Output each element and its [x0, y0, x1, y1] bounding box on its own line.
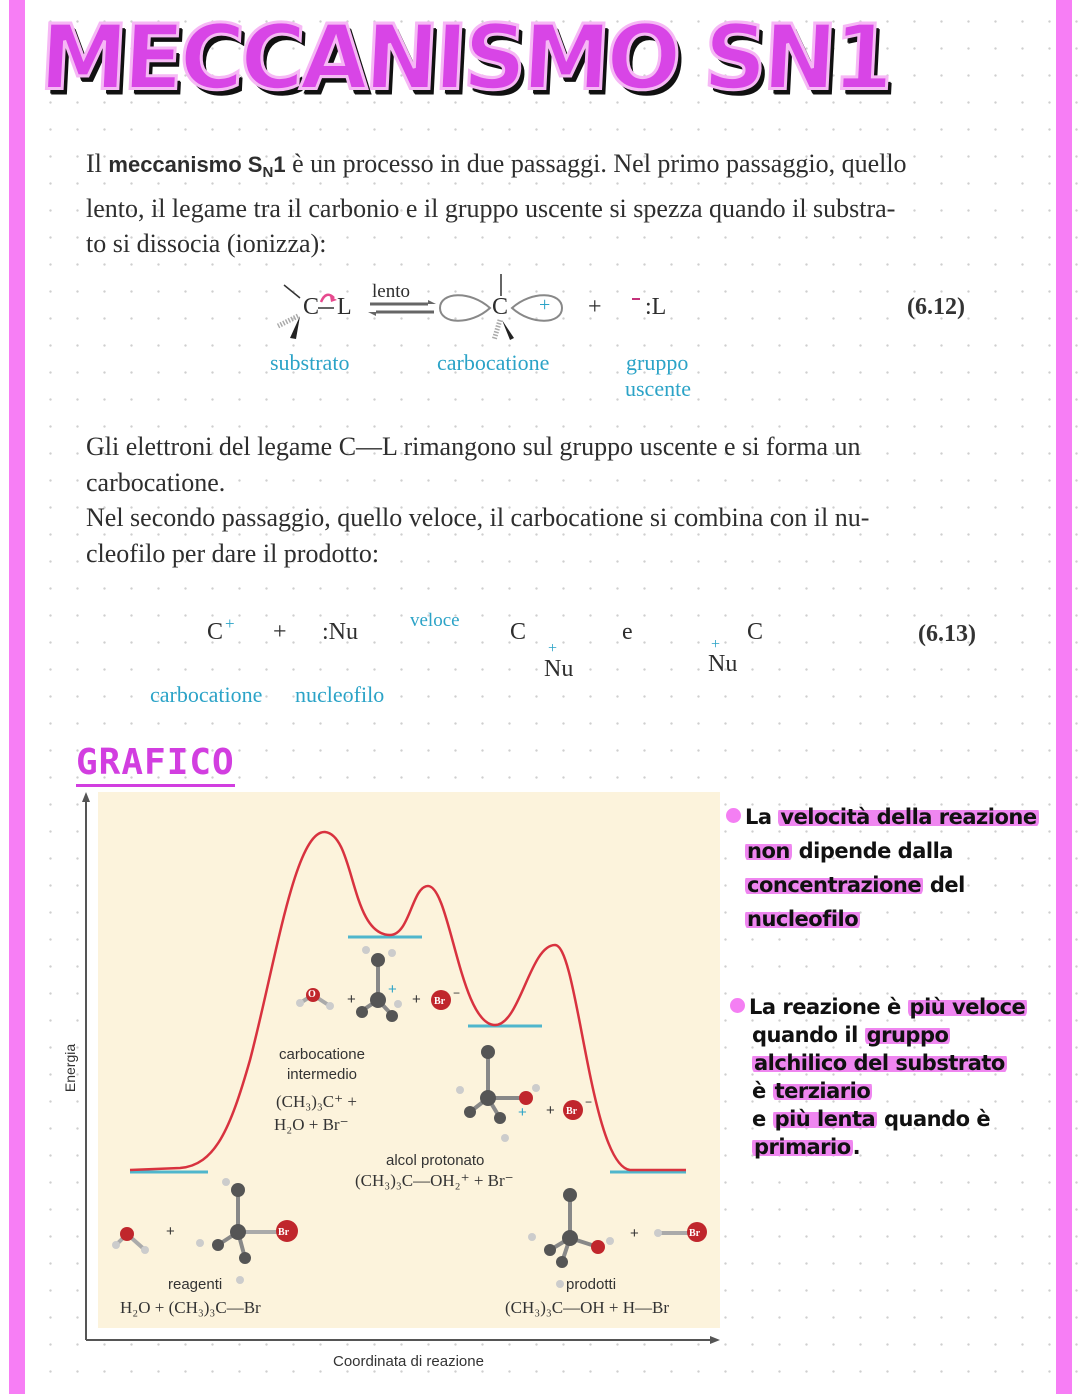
intro-line-2: lento, il legame tra il carbonio e il gruppo uscente si spezza quando il substra-: [86, 193, 896, 223]
atom-label-br-2: Br: [566, 1106, 578, 1117]
atom-label-br-4: Br: [689, 1228, 701, 1239]
note-line: [726, 834, 1046, 868]
label-gruppo: gruppo: [626, 350, 689, 375]
highlighted-text: primario: [754, 1135, 851, 1159]
product2-charge: +: [711, 636, 721, 653]
formula-carbocation-2: H₂O + Br⁻: [274, 1115, 349, 1134]
note-text: e: [752, 1107, 773, 1131]
note-text: quando è: [877, 1107, 991, 1131]
note-text: La reazione è: [749, 995, 908, 1019]
note-text: .: [852, 1135, 861, 1159]
note-text: è: [752, 1079, 773, 1103]
label-carbocatione-2: carbocatione: [150, 682, 263, 707]
section-heading-grafico: GRAFICO: [76, 742, 235, 787]
note-text: del: [923, 873, 965, 897]
highlighted-text: nucleofilo: [747, 907, 859, 931]
highlighted-text: non: [747, 839, 790, 863]
plus-sign: +: [588, 294, 602, 320]
page-title: MECCANISMO SN1: [37, 4, 893, 111]
eq613-carbocation: C: [207, 619, 224, 645]
substrate-leaving-group: L: [337, 294, 352, 320]
plus-3: +: [546, 1102, 555, 1119]
highlighted-text: terziario: [774, 1079, 871, 1103]
minus-1: −: [453, 986, 461, 1000]
middle-line-3: Nel secondo passaggio, quello veloce, il carbocatione si combina con il nu-: [86, 503, 870, 532]
intro-line-1: Il meccanismo $S_N1$ è un processo in due passaggi. Nel primo passaggio, quello: [86, 149, 907, 181]
product1-charge: +: [548, 640, 558, 657]
carbocation-carbon: C: [492, 294, 509, 320]
eq613-charge: +: [225, 614, 235, 633]
label-substrato: substrato: [270, 350, 350, 375]
note-rate-independent: [726, 800, 1046, 936]
y-axis-label: Energia: [62, 1043, 79, 1093]
highlighted-text: gruppo: [866, 1023, 949, 1047]
plus-4: +: [166, 1223, 175, 1240]
carbocation-charge: +: [539, 294, 551, 316]
formula-carbocation-1: (CH₃)₃C⁺ +: [276, 1092, 357, 1111]
plus-5: +: [630, 1225, 639, 1242]
plus-2: +: [412, 991, 421, 1008]
label-carbocation-intermediate: carbocatione intermedio: [279, 1046, 365, 1083]
plus-1: +: [347, 991, 356, 1008]
protonated-plus: +: [518, 1104, 527, 1121]
atom-label-br-1: Br: [434, 996, 446, 1007]
formula-products: (CH₃)₃C—OH + H—Br: [505, 1298, 670, 1317]
label-protonated-alcohol: alcol protonato: [386, 1152, 485, 1169]
eq613-plus: +: [273, 619, 287, 645]
atom-label-o: O: [308, 989, 316, 1000]
middle-line-1: Gli elettroni del legame C—L rimangono sul gruppo uscente e si forma un: [86, 432, 861, 461]
product2-nu: Nu: [708, 651, 738, 677]
highlighted-text: alchilico del substrato: [754, 1051, 1005, 1075]
bullet-icon: [726, 808, 741, 823]
note-text: quando il: [752, 1023, 865, 1047]
energy-curve: [130, 832, 686, 1170]
arrow-label-veloce: veloce: [410, 610, 460, 631]
note-line: [730, 993, 1050, 1021]
note-line: [730, 1133, 1050, 1161]
equation-number-613: (6.13): [918, 621, 976, 647]
bullet-icon: [730, 998, 745, 1013]
label-nucleofilo: nucleofilo: [295, 682, 385, 707]
middle-line-2: carbocatione.: [86, 467, 226, 497]
substrate-carbon: C: [303, 294, 320, 320]
note-line: [730, 1077, 1050, 1105]
note-alkyl-group: [730, 993, 1050, 1161]
equation-number-612: (6.12): [907, 294, 965, 320]
product2-carbon: C: [747, 619, 764, 645]
highlighted-text: più lenta: [774, 1107, 876, 1131]
term-sn1: meccanismo $S_N1$: [108, 152, 286, 181]
formula-protonated-alcohol: (CH₃)₃C—OH₂⁺ + Br⁻: [355, 1171, 514, 1190]
label-uscente: uscente: [625, 376, 691, 401]
highlighted-text: velocità della reazione: [780, 805, 1037, 829]
label-reagents: reagenti: [168, 1276, 223, 1293]
note-line: [726, 868, 1046, 902]
note-text: dipende dalla: [791, 839, 953, 863]
intro-line-3: to si dissocia (ionizza):: [86, 229, 327, 258]
water-molecule-reagents: [112, 1227, 149, 1254]
atom-label-br-3: Br: [278, 1227, 290, 1238]
x-axis-label: Coordinata di reazione: [333, 1353, 484, 1370]
note-text: La: [745, 805, 779, 829]
product1-carbon: C: [510, 619, 527, 645]
note-line: [726, 800, 1046, 834]
formula-reagents: H₂O + (CH₃)₃C—Br: [120, 1298, 261, 1317]
note-line: [730, 1105, 1050, 1133]
product1-nu: Nu: [544, 656, 574, 682]
note-line: [730, 1049, 1050, 1077]
conjunction-e: e: [622, 619, 633, 645]
leaving-group-anion: :L: [645, 294, 667, 320]
eq613-nucleophile: :Nu: [322, 619, 358, 645]
minus-2: −: [585, 1095, 593, 1109]
note-line: [726, 902, 1046, 936]
protonated-alcohol-molecule: [456, 1045, 540, 1142]
highlighted-text: più veloce: [909, 995, 1026, 1019]
highlighted-text: concentrazione: [747, 873, 922, 897]
label-products: prodotti: [566, 1276, 617, 1293]
middle-line-4: cleofilo per dare il prodotto:: [86, 538, 380, 568]
carbocation-plus: +: [388, 981, 397, 998]
label-carbocatione: carbocatione: [437, 350, 550, 375]
arrow-label-lento: lento: [372, 281, 410, 302]
note-line: [730, 1021, 1050, 1049]
tert-butanol-molecule: [528, 1188, 614, 1288]
